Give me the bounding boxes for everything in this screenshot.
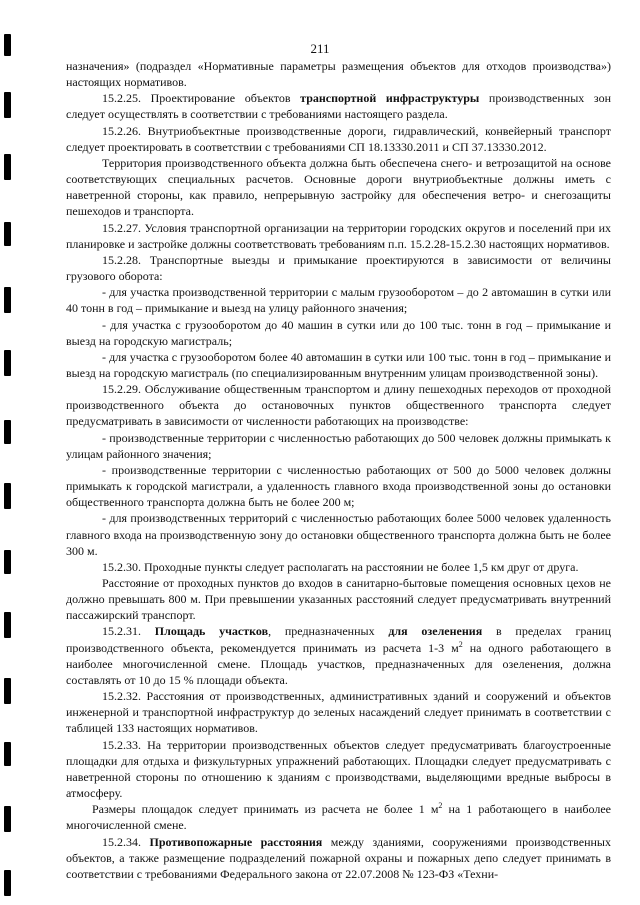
text-run: между зданиями, сооружениями производственных объектов, а также размещение подразделений пожарной охраны и пожарных депо следует принимать в соответствии с требованиями Федерального закона от 22.07.2008 № 123-ФЗ «Техни- xyxy=(66,834,611,881)
paragraph-p16 xyxy=(66,688,611,736)
text-run: производственных зон следует осуществлять в соответствии с требованиями настоящего раздела. xyxy=(66,91,611,122)
paragraph-p12 xyxy=(66,510,611,558)
paragraph-p10 xyxy=(66,430,611,462)
text-run: - для участка с грузооборотом более 40 автомашин в сутки или 100 тыс. тонн в год – примыкание и выезд на городскую магистраль (по специализированным внутренним улицам производственной зоны). xyxy=(66,349,611,380)
text-run: 15.2.31. xyxy=(102,624,155,639)
paragraph-p07 xyxy=(66,317,611,349)
text-run: 15.2.32. Расстояния от производственных, административных зданий и сооружений и объектов инженерной и транспортной инфраструктур до зеленых насаждений следует принимать в соответствии с таблицей 133 настоящих нормативов. xyxy=(66,689,611,736)
paragraph-p00 xyxy=(66,58,611,90)
bold-term: для озеленения xyxy=(388,624,483,639)
superscript: 2 xyxy=(458,639,463,649)
paragraph-p09 xyxy=(66,381,611,429)
text-run: 15.2.28. Транспортные выезды и примыкание проектируются в зависимости от величины грузового оборота: xyxy=(66,252,611,284)
text-run: , предназначенных xyxy=(268,624,389,639)
paragraph-p06 xyxy=(66,284,611,316)
text-run: 15.2.27. Условия транспортной организации на территории городских округов и поселений при их планировке и застройке должны соответствовать требованиям п.п. 15.2.28-15.2.30 настоящих нормативов. xyxy=(66,220,611,251)
paragraph-p02 xyxy=(66,123,611,155)
paragraph-p17 xyxy=(66,737,611,802)
text-run: 15.2.26. Внутриобъектные производственные дороги, гидравлический, конвейерный транспорт следует проектировать в соответствии с требованиями СП 18.13330.2011 и СП 37.13330.2012. xyxy=(66,123,611,154)
paragraph-p04 xyxy=(66,220,611,252)
bold-term: Площадь участков xyxy=(154,624,269,639)
text-run: - для производственных территорий с численностью работающих более 5000 человек удаленность главного входа на производственную зону до остановки общественного транспорта должна быть не более 300 м. xyxy=(66,511,611,558)
text-run: Размеры площадок следует принимать из расчета не более 1 м xyxy=(92,802,439,817)
superscript: 2 xyxy=(438,801,443,811)
paragraph-p08 xyxy=(66,349,611,381)
text-run: Территория производственного объекта должна быть обеспечена снего- и ветрозащитой на основе соответствующих специальных расчетов. Основные дороги внутриобъектные должны иметь с наветренной стороны, как правило, непрерывную застройку для обеспечения ветро- и снегозащиты пешеходов и транспорта. xyxy=(66,155,611,219)
text-run: - для участка с грузооборотом до 40 машин в сутки или до 100 тыс. тонн в год – примыкание и выезд на городскую магистраль; xyxy=(66,317,611,348)
paragraph-p03 xyxy=(66,155,611,220)
bold-term: транспортной инфраструктуры xyxy=(300,91,480,106)
text-run: - производственные территории с численностью работающих до 500 человек должны примыкать к улицам районного значения; xyxy=(66,430,611,461)
text-run: на 1 работающего в наиболее многочисленной смене. xyxy=(66,802,611,833)
document-body xyxy=(66,58,611,882)
paragraph-p01 xyxy=(66,90,611,122)
paragraph-p05 xyxy=(66,252,611,284)
page-number: 211 xyxy=(310,41,330,56)
paragraph-p15 xyxy=(66,623,611,688)
paragraph-p11 xyxy=(66,462,611,510)
text-run: в пределах границ производственного объекта, рекомендуется принимать из расчета 1-3 м xyxy=(66,624,612,655)
text-run: 15.2.30. Проходные пункты следует располагать на расстоянии не более 1,5 км друг от друга. xyxy=(102,559,579,574)
paragraph-p18 xyxy=(66,801,611,833)
text-run: назначения» (подраздел «Нормативные параметры размещения объектов для отходов производства») настоящих нормативов. xyxy=(66,59,611,90)
paragraph-p14 xyxy=(66,575,611,623)
binder-marks xyxy=(4,0,14,905)
text-run: 15.2.29. Обслуживание общественным транспортом и длину пешеходных переходов от проходной производственного объекта до остановочных пунктов общественного транспорта следует предусматривать в зависимости от численности работающих на производстве: xyxy=(66,382,611,429)
paragraph-p13 xyxy=(66,559,611,575)
paragraph-p19 xyxy=(66,834,611,882)
text-run: - производственные территории с численностью работающих от 500 до 5000 человек должны примыкать к городской магистрали, а удаленность главного входа производственной зоны до остановки общественного транспорта должна быть не более 200 м; xyxy=(66,462,611,510)
text-run: Расстояние от проходных пунктов до входов в санитарно-бытовые помещения основных цехов не должно превышать 800 м. При превышении указанных расстояний следует предусматривать внутренний пассажирский транспорт. xyxy=(66,576,611,623)
bold-term: Противопожарные расстояния xyxy=(149,834,323,849)
text-run: 15.2.34. xyxy=(102,834,150,849)
text-run: 15.2.25. Проектирование объектов xyxy=(102,91,301,106)
text-run: - для участка производственной территории с малым грузооборотом – до 2 автомашин в сутки или 40 тонн в год – примыкание и выезд на улицу районного значения; xyxy=(66,285,611,316)
text-run: на одного работающего в наиболее многочисленной смене. Площадь участков, предназначенных для озеленения, должна составлять от 10 до 15 % площади объекта. xyxy=(66,640,611,687)
text-run: 15.2.33. На территории производственных объектов следует предусматривать благоустроенные площадки для отдыха и физкультурных упражнений работающих. Площадки следует предусматривать с наветренной стороны по отношению к зданиям с производствами, выделяющими вредные выбросы в атмосферу. xyxy=(66,737,611,801)
